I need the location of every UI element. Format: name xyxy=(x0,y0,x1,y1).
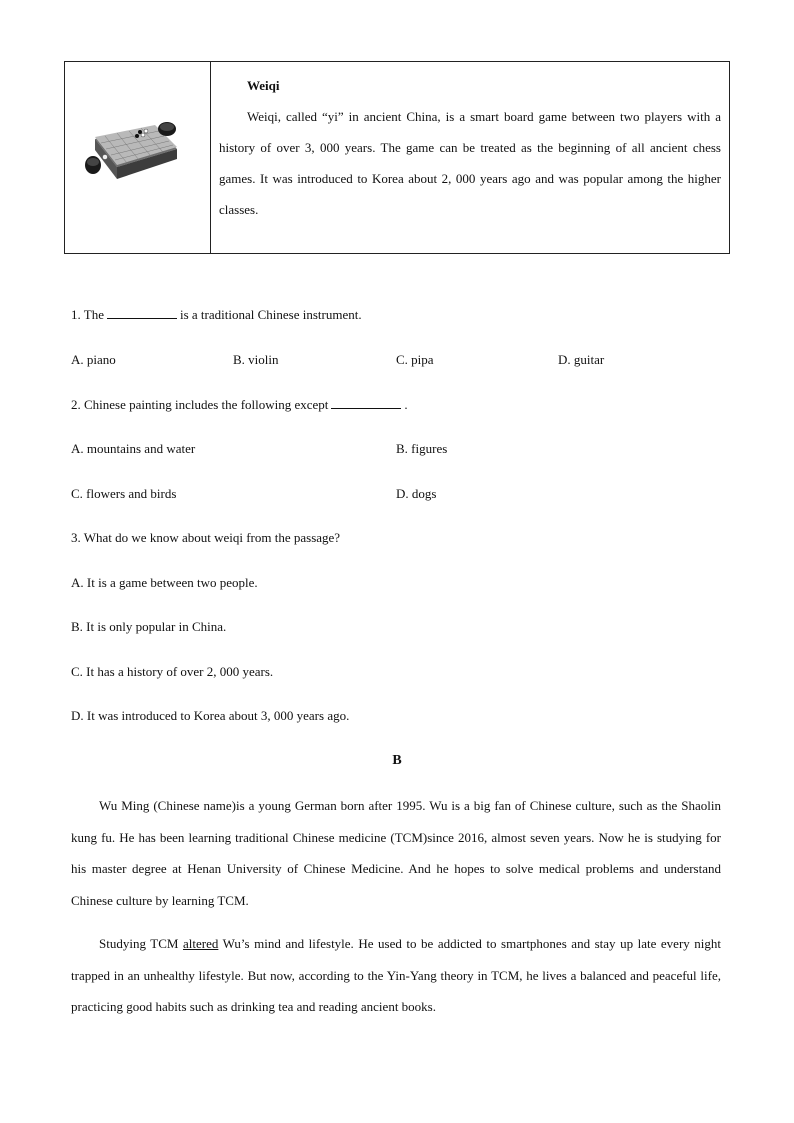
paragraph-2-lead: Studying TCM xyxy=(99,936,179,951)
question-2 xyxy=(71,397,408,413)
weiqi-board-image xyxy=(85,117,185,187)
question-1-option-a: A. piano xyxy=(71,352,116,367)
weiqi-text-cell xyxy=(211,62,729,253)
weiqi-title: Weiqi xyxy=(247,78,280,93)
question-2-option-b: B. figures xyxy=(396,441,448,456)
answer-blank xyxy=(331,397,401,409)
question-1-option-c: C. pipa xyxy=(396,352,434,367)
question-3-option-c: C. It has a history of over 2, 000 years. xyxy=(71,664,274,679)
question-3-option-b: B. It is only popular in China. xyxy=(71,619,227,634)
question-1-stem-before: 1. The xyxy=(71,307,104,322)
weiqi-image-cell xyxy=(65,62,211,253)
passage-b-paragraph-1: Wu Ming (Chinese name)is a young German born after 1995. Wu is a big fan of Chinese culture, such as the Shaolin kung fu. He has been learning traditional Chinese medicine (TCM)since 2016, almost seven years. Now he is studying for his master degree at Henan University of Chinese Medicine. And he hopes to solve medical problems and understand Chinese culture by learning TCM. xyxy=(71,798,721,908)
question-3: 3. What do we know about weiqi from the passage? xyxy=(71,530,341,545)
question-2-stem-before: 2. Chinese painting includes the following except xyxy=(71,397,329,412)
section-b-heading: B xyxy=(392,753,402,768)
question-2-option-a: A. mountains and water xyxy=(71,441,196,456)
answer-blank xyxy=(107,307,177,319)
question-2-option-c: C. flowers and birds xyxy=(71,486,177,501)
question-2-stem-after: . xyxy=(404,397,408,412)
question-1-option-b: B. violin xyxy=(233,352,279,367)
weiqi-info-table xyxy=(64,61,730,254)
question-1-stem-after: is a traditional Chinese instrument. xyxy=(179,307,362,322)
weiqi-description: Weiqi, called “yi” in ancient China, is a smart board game between two players with a history of over 3, 000 years. The game can be treated as the beginning of all ancient chess games. It was introduced to Korea about 2, 000 years ago and was popular among the higher classes. xyxy=(219,109,721,217)
question-1 xyxy=(71,307,362,323)
question-3-option-d: D. It was introduced to Korea about 3, 000 years ago. xyxy=(71,708,350,723)
passage-b-paragraph-2 xyxy=(71,928,721,1023)
underlined-word: altered xyxy=(182,936,219,951)
question-1-option-d: D. guitar xyxy=(558,352,605,367)
question-2-option-d: D. dogs xyxy=(396,486,437,501)
question-3-option-a: A. It is a game between two people. xyxy=(71,575,258,590)
paragraph-2-rest: Wu’s mind and lifestyle. He used to be addicted to smartphones and stay up late every night trapped in an unhealthy lifestyle. But now, according to the Yin-Yang theory in TCM, he lives a balanced and peaceful life, practicing good habits such as drinking tea and reading ancient books. xyxy=(71,936,722,1014)
